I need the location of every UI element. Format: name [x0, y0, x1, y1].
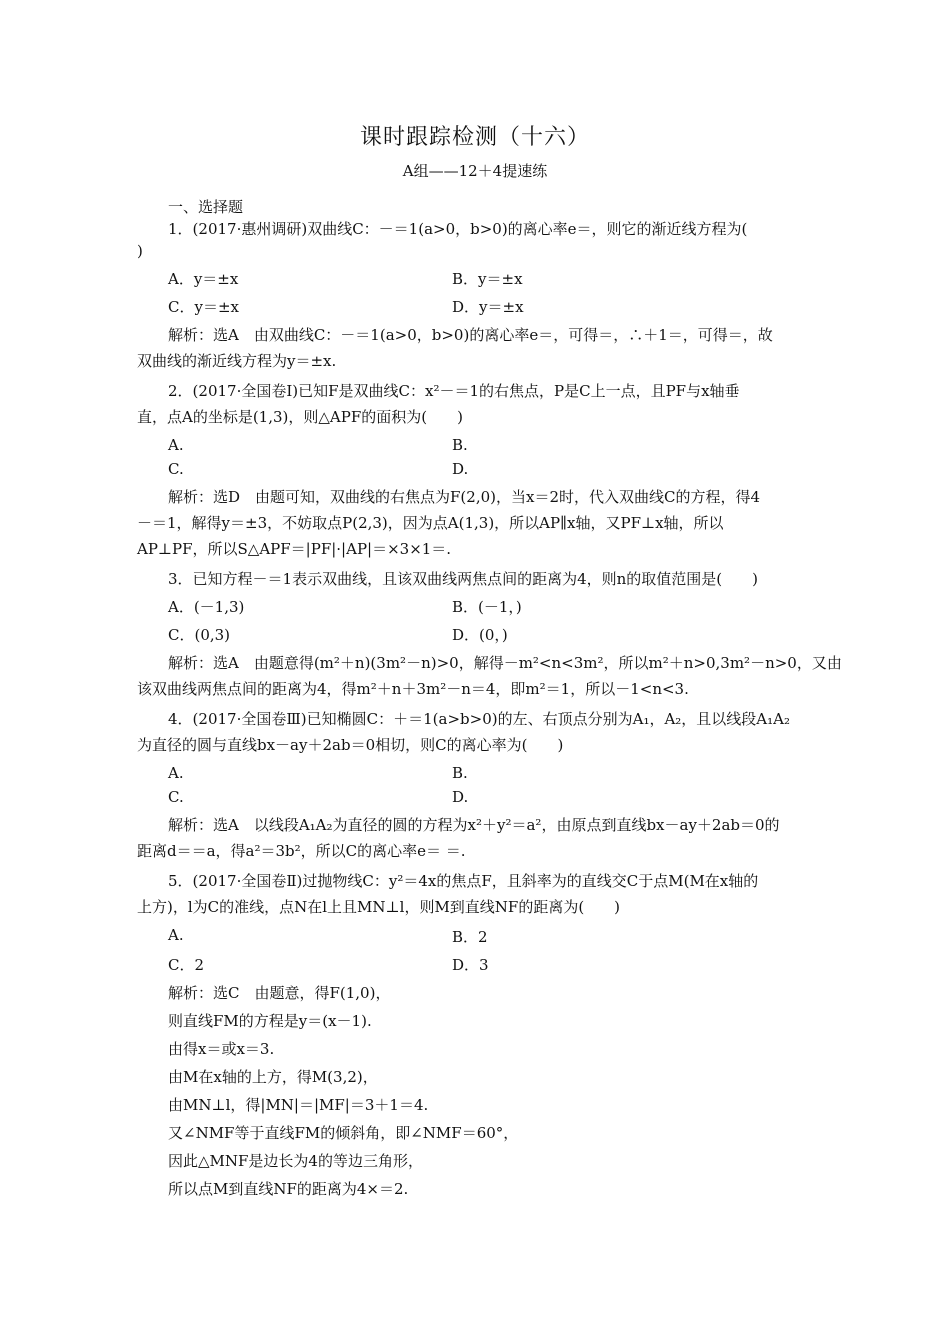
q4-solution-cont: 距离d＝＝a，得a²＝3b²，所以C的离心率e＝ ＝. — [137, 842, 466, 860]
q1-option-b: B．y＝±x — [452, 270, 523, 288]
q5-option-c: C．2 — [168, 956, 205, 974]
q5-solution-line-4: 由M在x轴的上方，得M(3,2)， — [168, 1068, 378, 1086]
q2-option-c: C. — [168, 460, 184, 478]
q5-option-a: A. — [168, 926, 184, 944]
page-title: 课时跟踪检测（十六） — [359, 125, 590, 150]
section-heading: 一、选择题 — [168, 198, 244, 216]
q5-solution-line-7: 因此△MNF是边长为4的等边三角形， — [168, 1152, 423, 1170]
q2-solution-cont-2: AP⊥PF，所以S△APF＝|PF|·|AP|＝×3×1＝. — [137, 540, 452, 558]
q1-option-a: A．y＝±x — [168, 270, 239, 288]
q5-solution-line-3: 由得x＝或x＝3. — [168, 1040, 275, 1058]
q2-option-a: A. — [168, 436, 184, 454]
q2-solution: 解析：选D 由题可知，双曲线的右焦点为F(2,0)，当x＝2时，代入双曲线C的方程，得4 — [168, 488, 761, 506]
q4-solution: 解析：选A 以线段A₁A₂为直径的圆的方程为x²＋y²＝a²，由原点到直线bx－ay＋2ab＝0的 — [168, 816, 780, 834]
q5-option-b: B．2 — [452, 928, 488, 946]
question-1-stem: 1．(2017·惠州调研)双曲线C：－＝1(a>0，b>0)的离心率e＝，则它的渐近线方程为( — [168, 220, 748, 238]
q5-solution-line-6: 又∠NMF等于直线FM的倾斜角，即∠NMF＝60°， — [168, 1124, 519, 1142]
q1-solution: 解析：选A 由双曲线C：－＝1(a>0，b>0)的离心率e＝，可得＝，∴＋1＝，可得＝，故 — [168, 326, 773, 344]
q4-option-d: D. — [452, 788, 469, 806]
q2-option-b: B. — [452, 436, 468, 454]
question-1-stem-cont: ) — [137, 242, 143, 260]
q3-option-a: A．(－1,3) — [168, 598, 245, 616]
q3-option-d: D．(0，) — [452, 626, 508, 644]
q3-solution-cont: 该双曲线两焦点间的距离为4，得m²＋n＋3m²－n＝4，即m²＝1，所以－1<n<3. — [137, 680, 689, 698]
page-subtitle: A组——12＋4提速练 — [402, 162, 548, 180]
q4-option-b: B. — [452, 764, 468, 782]
question-4-stem-cont: 为直径的圆与直线bx－ay＋2ab＝0相切，则C的离心率为( ) — [137, 736, 564, 754]
question-2-stem-cont: 直，点A的坐标是(1,3)，则△APF的面积为( ) — [137, 408, 463, 426]
question-4-stem: 4．(2017·全国卷Ⅲ)已知椭圆C：＋＝1(a>b>0)的左、右顶点分别为A₁，A₂，且以线段A₁A₂ — [168, 710, 790, 728]
q1-solution-cont: 双曲线的渐近线方程为y＝±x. — [137, 352, 337, 370]
q4-option-c: C. — [168, 788, 184, 806]
q5-solution: 解析：选C 由题意，得F(1,0)， — [168, 984, 391, 1002]
q2-solution-cont: －＝1，解得y＝±3，不妨取点P(2,3)，因为点A(1,3)，所以AP∥x轴，又PF⊥x轴，所以 — [137, 514, 724, 532]
q5-solution-line-5: 由MN⊥l，得|MN|＝|MF|＝3＋1＝4. — [168, 1096, 429, 1114]
q1-option-d: D．y＝±x — [452, 298, 524, 316]
question-3-stem: 3．已知方程－＝1表示双曲线，且该双曲线两焦点间的距离为4，则n的取值范围是( ) — [168, 570, 758, 588]
q5-solution-line-8: 所以点M到直线NF的距离为4×＝2. — [168, 1180, 409, 1198]
q5-option-d: D．3 — [452, 956, 489, 974]
question-2-stem: 2．(2017·全国卷Ⅰ)已知F是双曲线C：x²－＝1的右焦点，P是C上一点，且PF与x轴垂 — [168, 382, 740, 400]
q3-solution: 解析：选A 由题意得(m²＋n)(3m²－n)>0，解得－m²<n<3m²，所以m²＋n>0,3m²－n>0，又由 — [168, 654, 842, 672]
question-5-stem-cont: 上方)，l为C的准线，点N在l上且MN⊥l，则M到直线NF的距离为( ) — [137, 898, 621, 916]
q3-option-b: B．(－1，) — [452, 598, 522, 616]
q5-solution-line-2: 则直线FM的方程是y＝(x－1). — [168, 1012, 372, 1030]
q1-option-c: C．y＝±x — [168, 298, 239, 316]
q2-option-d: D. — [452, 460, 469, 478]
q4-option-a: A. — [168, 764, 184, 782]
question-5-stem: 5．(2017·全国卷Ⅱ)过抛物线C：y²＝4x的焦点F，且斜率为的直线交C于点M(M在x轴的 — [168, 872, 759, 890]
q3-option-c: C．(0,3) — [168, 626, 231, 644]
